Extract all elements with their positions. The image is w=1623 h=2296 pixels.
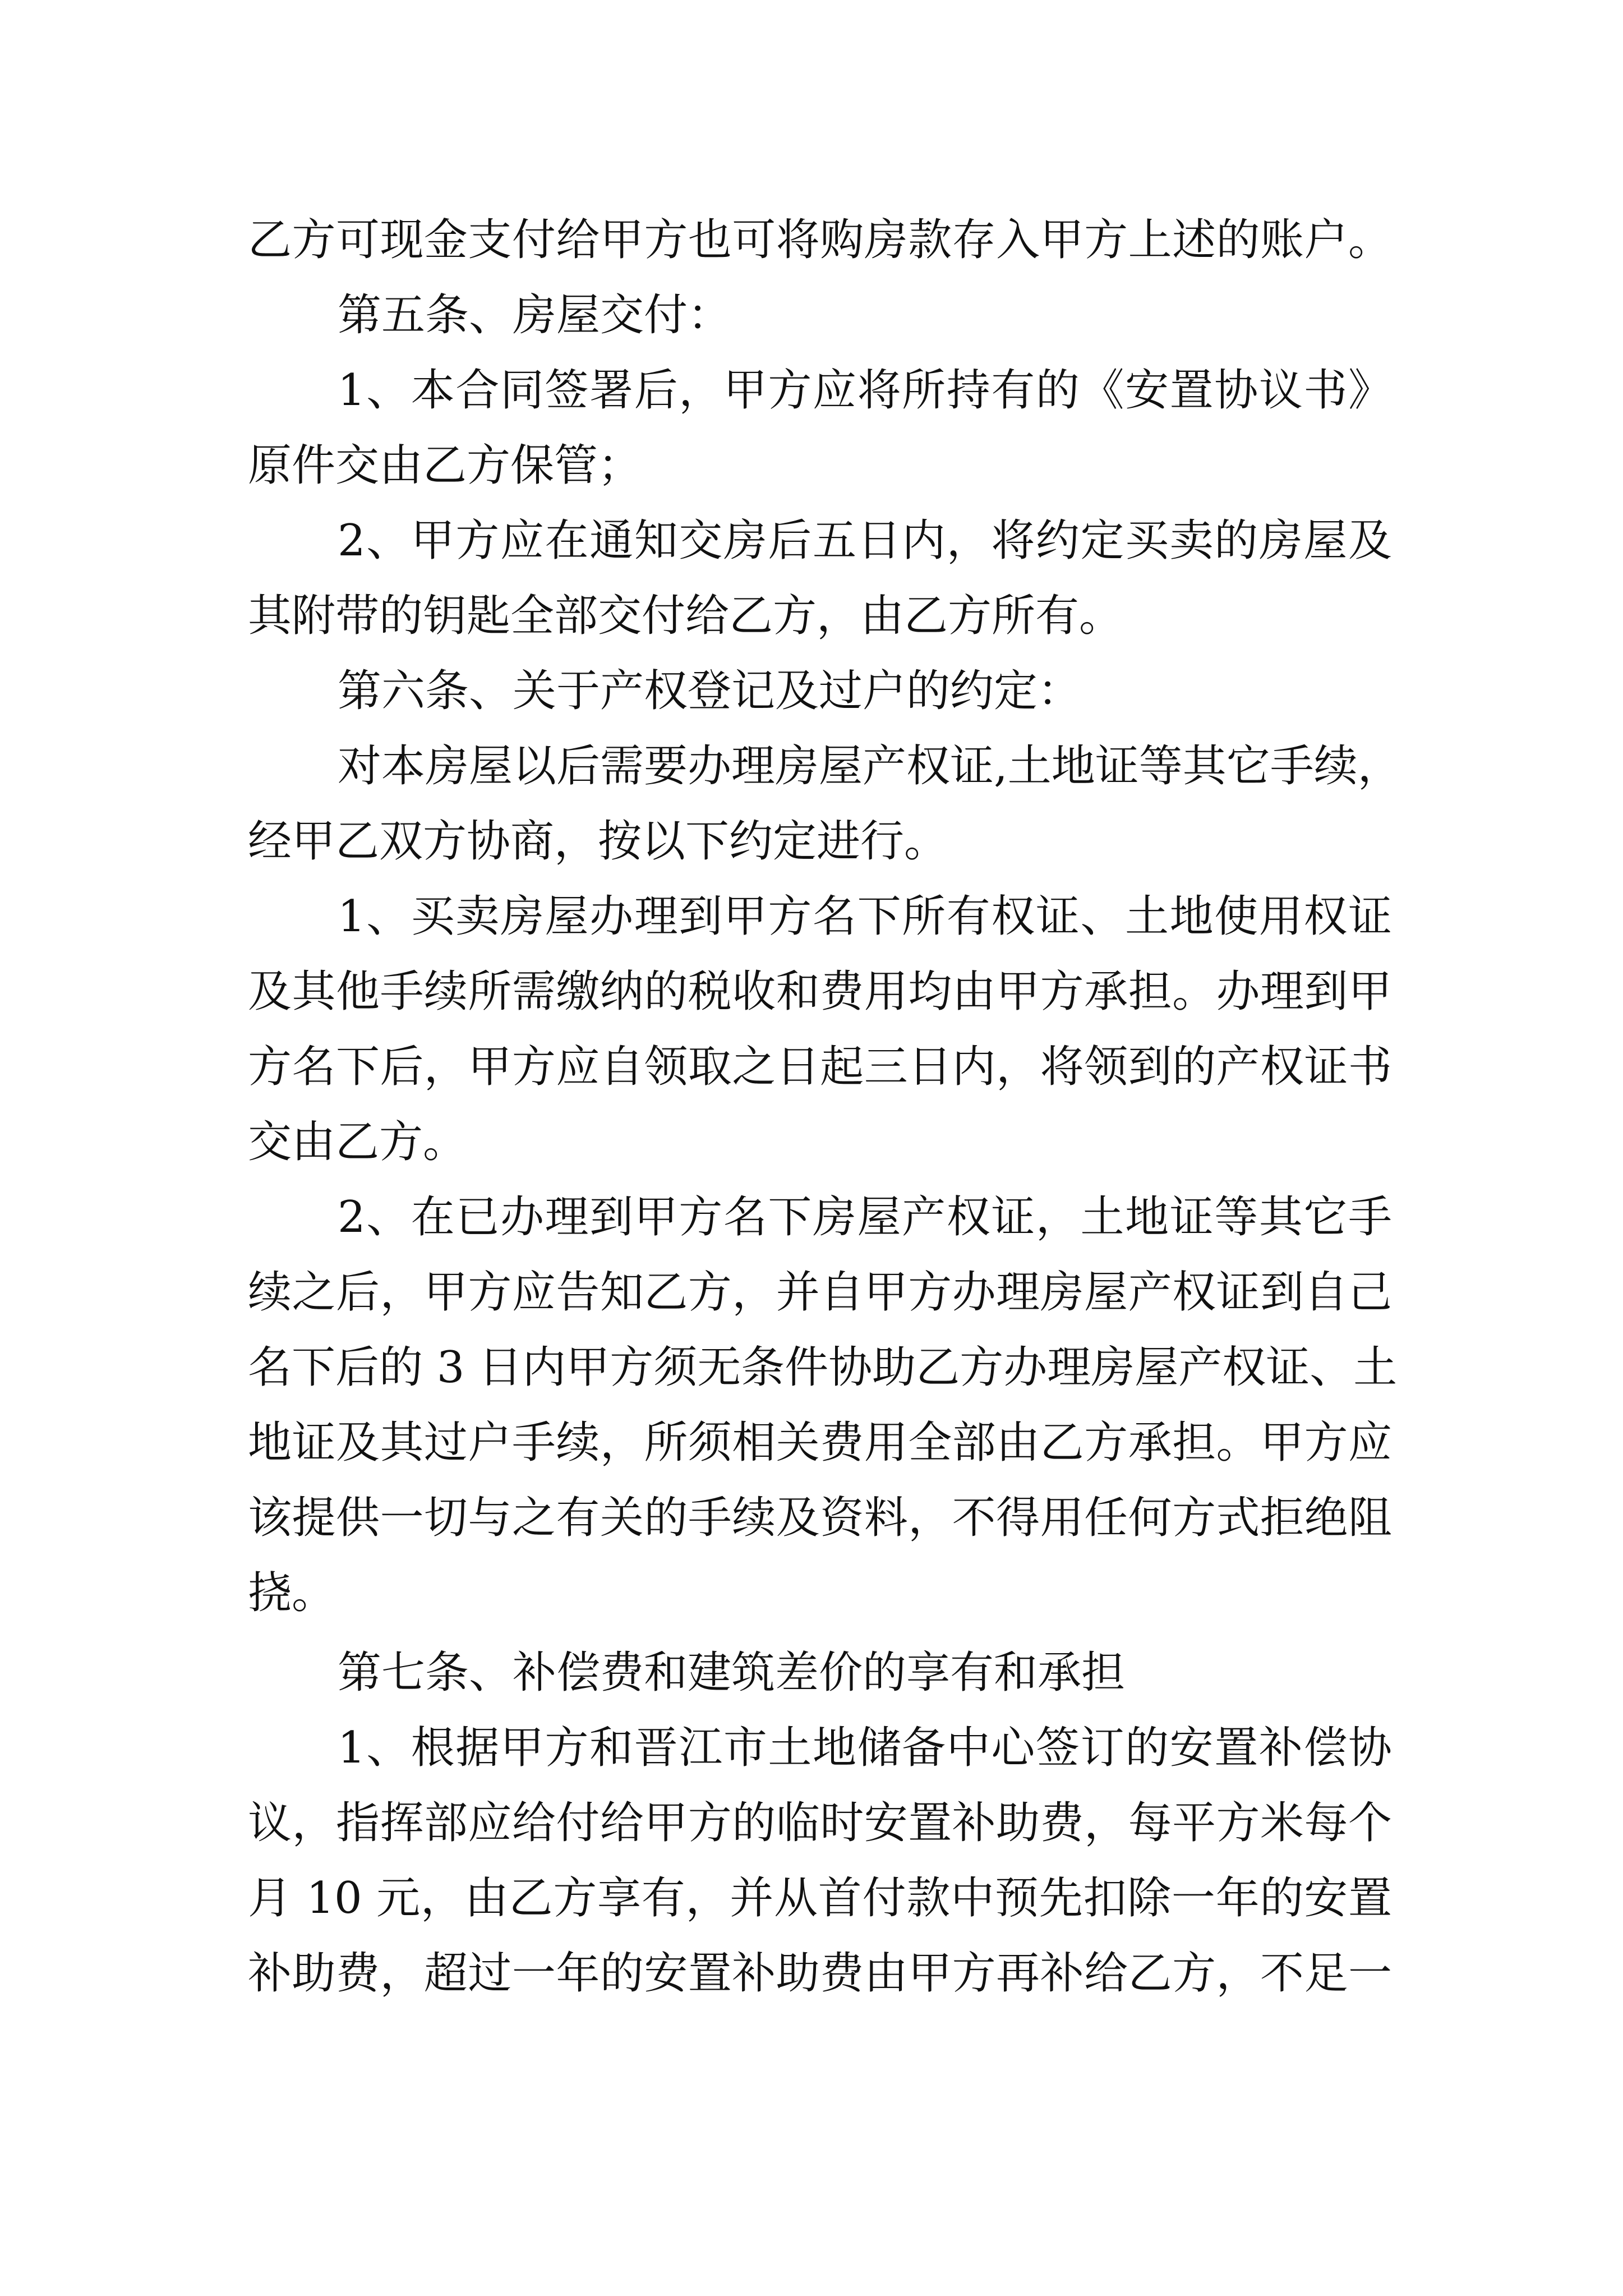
text-line: 补助费，超过一年的安置补助费由甲方再补给乙方，不足一 (248, 1948, 1392, 1999)
text-line: 对本房屋以后需要办理房屋产权证,土地证等其它手续， (338, 741, 1401, 792)
section-heading: 第五条、房屋交付： (338, 290, 732, 341)
text-line: 方名下后，甲方应自领取之日起三日内，将领到的产权证书 (248, 1042, 1392, 1092)
section-heading: 第六条、关于产权登记及过户的约定： (338, 666, 1082, 716)
text-line: 名下后的 3 日内甲方须无条件协助乙方办理房屋产权证、土 (248, 1342, 1398, 1393)
text-line: 1、买卖房屋办理到甲方名下所有权证、土地使用权证 (338, 891, 1392, 942)
text-line: 及其他手续所需缴纳的税收和费用均由甲方承担。办理到甲 (248, 967, 1392, 1017)
text-line: 地证及其过户手续，所须相关费用全部由乙方承担。甲方应 (248, 1418, 1392, 1468)
text-line: 2、在已办理到甲方名下房屋产权证，土地证等其它手 (338, 1192, 1392, 1243)
text-line: 2、甲方应在通知交房后五日内，将约定买卖的房屋及 (338, 516, 1392, 566)
text-line: 经甲乙双方协商，按以下约定进行。 (248, 816, 948, 867)
text-line: 议，指挥部应给付给甲方的临时安置补助费，每平方米每个 (248, 1798, 1392, 1848)
text-line: 该提供一切与之有关的手续及资料，不得用任何方式拒绝阻 (248, 1493, 1392, 1543)
text-line: 1、根据甲方和晋江市土地储备中心签订的安置补偿协 (338, 1723, 1392, 1773)
section-heading: 第七条、补偿费和建筑差价的享有和承担 (338, 1648, 1126, 1698)
text-line: 交由乙方。 (248, 1117, 467, 1167)
text-line: 乙方可现金支付给甲方也可将购房款存入甲方上述的账户。 (248, 215, 1392, 265)
text-line: 原件交由乙方保管； (248, 440, 642, 491)
text-line: 1、本合同签署后，甲方应将所持有的《安置协议书》 (338, 365, 1392, 416)
text-line: 续之后，甲方应告知乙方，并自甲方办理房屋产权证到自己 (248, 1267, 1392, 1318)
text-line: 其附带的钥匙全部交付给乙方，由乙方所有。 (248, 591, 1123, 641)
text-line: 月 10 元，由乙方享有，并从首付款中预先扣除一年的安置 (248, 1873, 1392, 1924)
text-line: 挠。 (248, 1568, 336, 1618)
